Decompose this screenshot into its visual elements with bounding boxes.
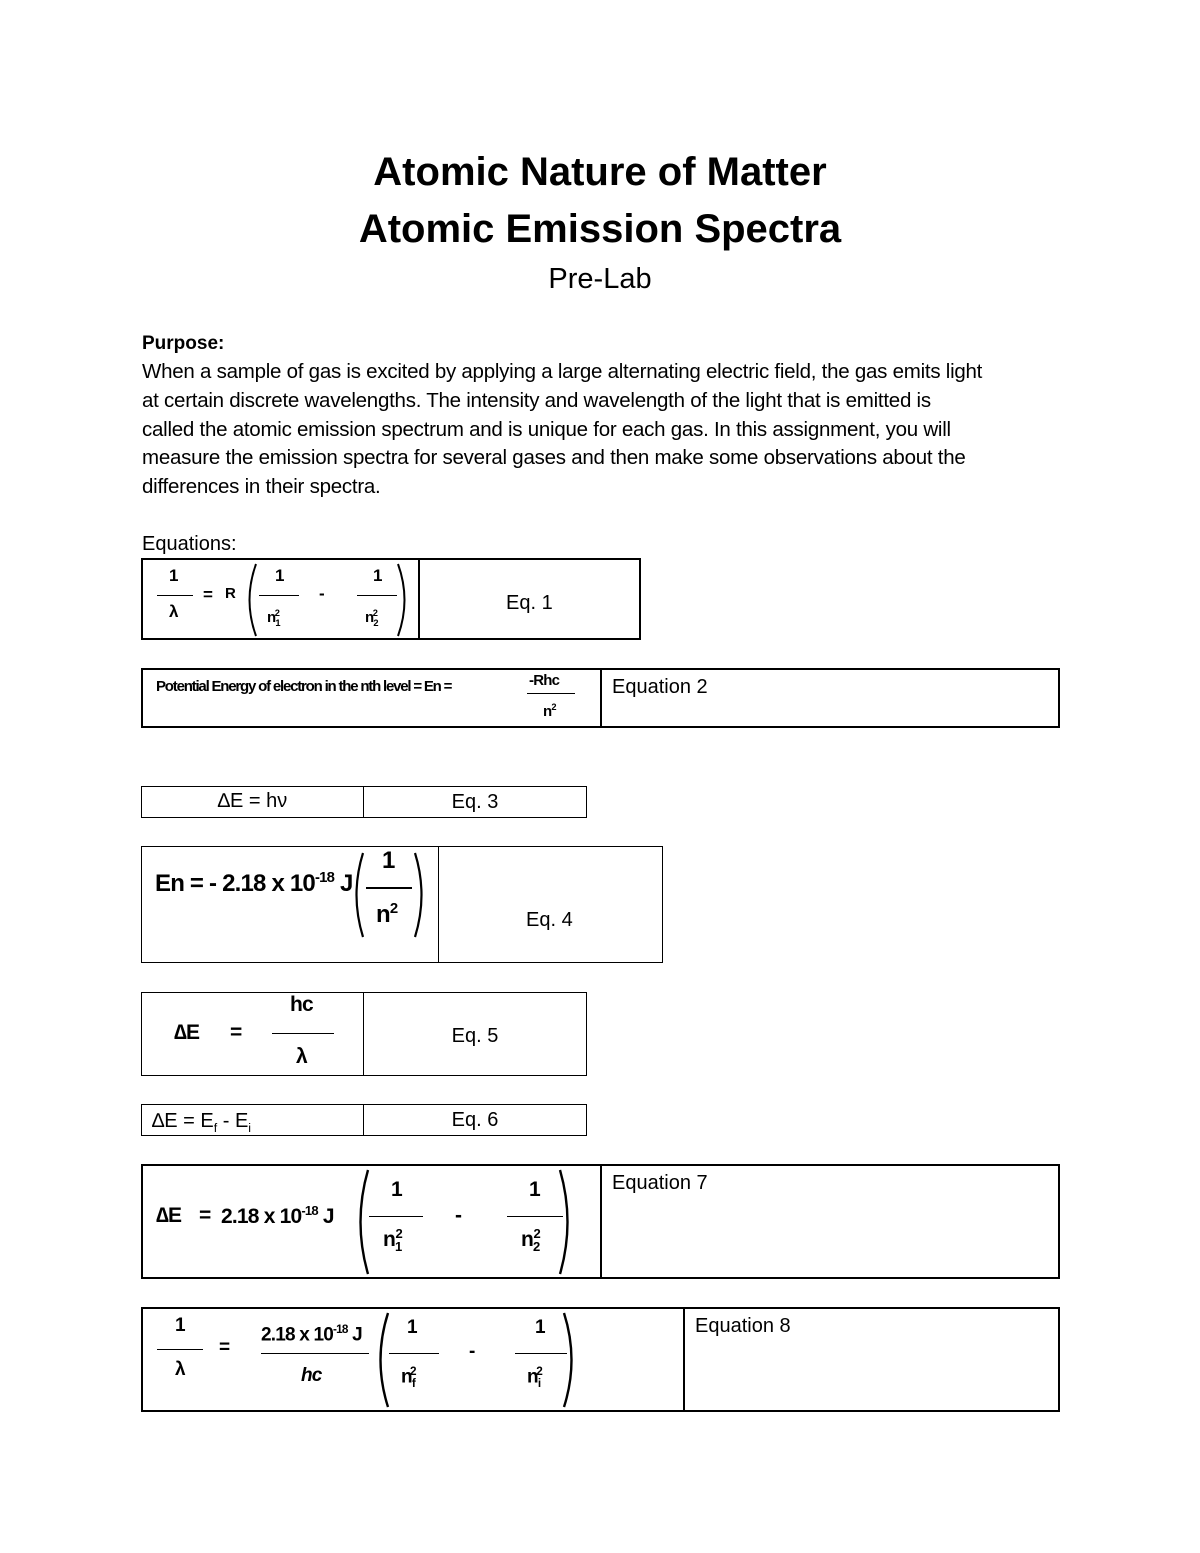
eq5-lhs: ∆E [174,1021,200,1044]
eq4-denominator: $n^2$ [376,901,398,928]
purpose-line: differences in their spectra. [142,475,381,499]
equation-8-label: Equation 8 [695,1315,791,1337]
eq7-equals: = [199,1204,211,1227]
eq8-term2-numerator: 1 [535,1317,545,1338]
equation-6-box [141,1104,587,1136]
eq1-minus: - [319,584,324,603]
eq7-minus: - [455,1204,462,1227]
pre-lab-label: Pre-Lab [548,263,652,295]
eq8-hc: hc [301,1365,322,1386]
eq1-right-paren [395,562,411,638]
eq1-term1-denominator: $n_1^2$ [267,608,280,628]
purpose-line: When a sample of gas is excited by applying a large alternating electric field, the gas emits light [142,360,983,383]
eq8-lambda: λ [175,1359,185,1380]
eq7-term2-denominator: $n_2^2$ [521,1226,540,1255]
eq7-left-paren [353,1168,371,1276]
equation-3-label: Eq. 3 [451,791,499,813]
eq1-term2-denominator: $n_2^2$ [365,608,378,628]
eq2-denominator: $n^2$ [543,702,556,720]
equation-5-box [141,992,587,1076]
equations-heading: Equations: [142,533,237,555]
document-title: Atomic Nature of Matter [373,150,827,194]
purpose-line: called the atomic emission spectrum and is unique for each gas. In this assignment, you will [142,417,951,441]
eq8-left-paren [373,1311,391,1409]
eq1-R: R [225,585,236,602]
eq1-term2-numerator: 1 [373,566,382,585]
eq8-minus: - [469,1341,475,1362]
equation-6-label: Eq. 6 [451,1109,499,1131]
equation-8-box [141,1307,1060,1412]
eq5-equals: = [230,1021,242,1044]
purpose-heading: Purpose: [142,333,225,354]
equation-3-box [141,786,587,818]
equation-1-box [141,558,641,640]
eq8-term2-denominator: $n_i^2$ [527,1365,543,1391]
eq8-coefficient: 2.18 x $10^{-18}$ J [261,1323,362,1346]
eq1-lambda: λ [169,602,178,621]
eq2-numerator: -Rhc [529,672,560,689]
eq3-text: ∆E = hν [217,790,288,812]
equation-5-label: Eq. 5 [451,1025,499,1047]
eq4-left-paren [350,851,366,939]
eq4-numerator: 1 [382,847,395,874]
eq4-lhs: En = - 2.18 x $10^{-18}$ J [155,870,353,897]
eq7-term1-numerator: 1 [391,1178,402,1201]
equation-1-label: Eq. 1 [506,592,553,614]
eq1-term1-numerator: 1 [275,566,284,585]
eq6-text: $\Delta E = E_f - E_i$ [152,1110,252,1135]
eq4-right-paren [412,851,428,939]
eq8-right-paren [561,1311,579,1409]
purpose-line: measure the emission spectra for several gases and then make some observations about the [142,446,966,470]
eq1-left-paren [243,562,259,638]
purpose-paragraph [142,358,1072,502]
eq5-denominator: λ [296,1045,307,1068]
eq5-numerator: hc [290,993,313,1016]
equation-2-label: Equation 2 [612,676,708,698]
purpose-line: at certain discrete wavelengths. The intensity and wavelength of the light that is emitted is [142,388,931,412]
eq7-term2-numerator: 1 [529,1178,540,1201]
equation-7-label: Equation 7 [612,1172,708,1194]
eq8-term1-denominator: $n_f^2$ [401,1365,416,1391]
eq2-text: Potential Energy of electron in the nth level = En = [156,678,452,695]
eq7-right-paren [557,1168,575,1276]
eq1-numerator: 1 [169,566,178,585]
eq7-lhs: ∆E [156,1204,182,1227]
document-subtitle: Atomic Emission Spectra [358,207,842,251]
eq1-equals: = [203,585,213,604]
equation-4-label: Eq. 4 [526,909,573,931]
eq8-numerator: 1 [175,1315,185,1336]
equation-7-box [141,1164,1060,1279]
eq7-coefficient: 2.18 x $10^{-18}$ J [221,1203,334,1228]
eq7-term1-denominator: $n_1^2$ [383,1226,402,1255]
equation-2-box [141,668,1060,728]
eq8-equals: = [219,1337,230,1358]
eq8-term1-numerator: 1 [407,1317,417,1338]
equation-4-box [141,846,663,963]
